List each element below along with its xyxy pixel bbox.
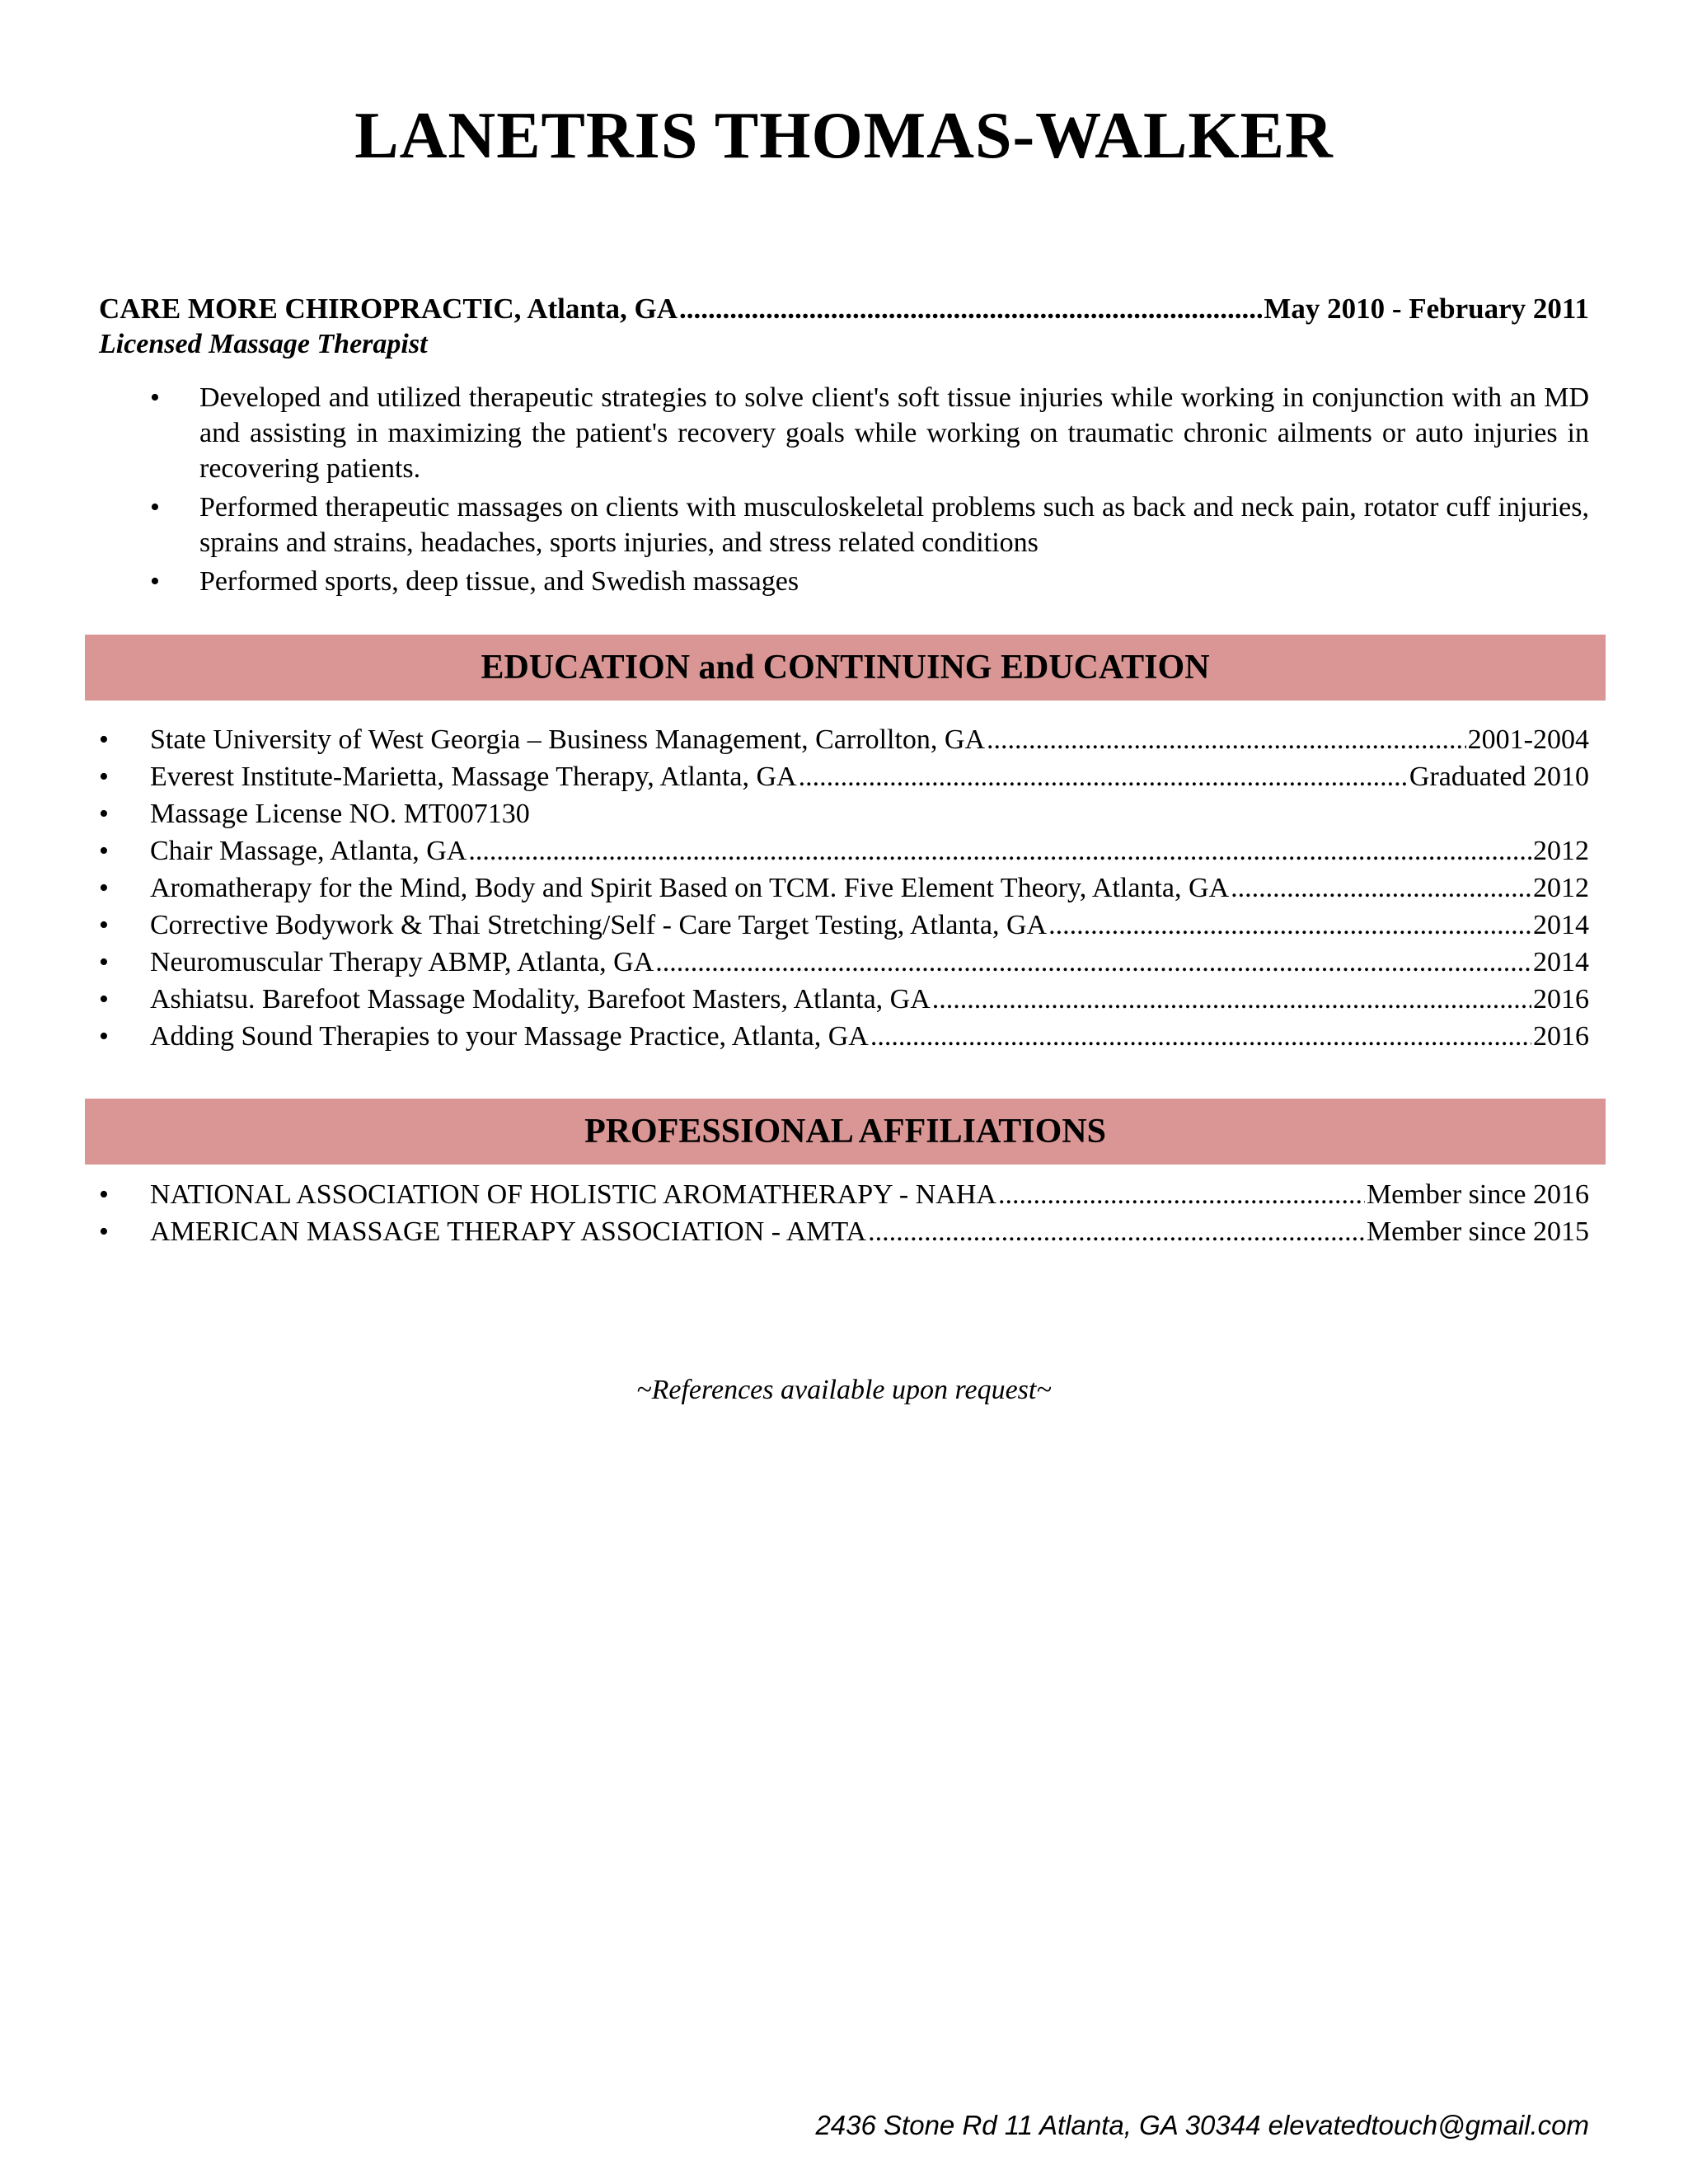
job-title: Licensed Massage Therapist <box>99 329 428 359</box>
affiliations-section-header: PROFESSIONAL AFFILIATIONS <box>85 1099 1606 1165</box>
employment-dates: May 2010 - February 2011 <box>1264 293 1589 325</box>
bullet-icon: • <box>99 1021 109 1052</box>
education-item: • Aromatherapy for the Mind, Body and Spirit Based on TCM. Five Element Theory, Atlanta, GA ..... 2012 <box>99 869 1589 907</box>
candidate-name: LANETRIS THOMAS-WALKER <box>354 100 1334 172</box>
dot-leader <box>932 981 1531 1018</box>
employer: CARE MORE CHIROPRACTIC, Atlanta, GA <box>99 293 678 325</box>
experience-bullet: • Performed sports, deep tissue, and Swedish massages <box>99 564 1589 599</box>
experience-bullet: • Developed and utilized therapeutic strategies to solve client's soft tissue injuries while working in conjunction with an MD and assisting in maximizing the patient's recovery goals while working on traumatic chronic ailments or auto injuries in recovering patients. <box>99 380 1589 486</box>
affiliations-list <box>99 1176 1589 1250</box>
education-item: • Chair Massage, Atlanta, GA ..... 2012 <box>99 832 1589 869</box>
education-item: • Ashiatsu. Barefoot Massage Modality, Barefoot Masters, Atlanta, GA ..... 2016 <box>99 981 1589 1018</box>
experience-bullet: • Performed therapeutic massages on clients with musculoskeletal problems such as back and neck pain, rotator cuff injuries, sprains and strains, headaches, sports injuries, and stress related conditions <box>99 490 1589 560</box>
education-item: • Corrective Bodywork & Thai Stretching/Self - Care Target Testing, Atlanta, GA ..... 2014 <box>99 907 1589 944</box>
education-item: • Everest Institute-Marietta, Massage Therapy, Atlanta, GA ..... Graduated 2010 <box>99 758 1589 795</box>
dot-leader <box>655 944 1531 981</box>
dot-leader <box>679 293 1262 326</box>
bullet-icon: • <box>150 382 160 413</box>
dot-leader <box>868 1213 1365 1250</box>
dot-leader <box>468 832 1531 869</box>
bullet-icon: • <box>99 910 109 940</box>
education-item: • Neuromuscular Therapy ABMP, Atlanta, GA ..... 2014 <box>99 944 1589 981</box>
dot-leader <box>1231 869 1531 907</box>
bullet-icon: • <box>99 1216 109 1247</box>
education-item: • State University of West Georgia – Business Management, Carrollton, GA ..... 2001-2004 <box>99 721 1589 758</box>
affiliation-item: • AMERICAN MASSAGE THERAPY ASSOCIATION - AMTA ..... Member since 2015 <box>99 1213 1589 1250</box>
education-list <box>99 721 1589 1055</box>
dot-leader <box>998 1176 1365 1213</box>
contact-footer: 2436 Stone Rd 11 Atlanta, GA 30344 elevatedtouch@gmail.com <box>815 2110 1589 2140</box>
dot-leader <box>987 721 1466 758</box>
bullet-icon: • <box>99 947 109 977</box>
dot-leader <box>870 1018 1531 1055</box>
experience-header <box>99 293 1589 329</box>
experience-bullets <box>99 380 1589 599</box>
affiliation-item: • NATIONAL ASSOCIATION OF HOLISTIC AROMATHERAPY - NAHA ..... Member since 2016 <box>99 1176 1589 1213</box>
references-note: ~References available upon request~ <box>636 1375 1052 1405</box>
education-item: • Massage License NO. MT007130 <box>99 795 1589 832</box>
bullet-icon: • <box>150 492 160 523</box>
experience-entry <box>99 293 1589 602</box>
bullet-icon: • <box>99 984 109 1015</box>
bullet-icon: • <box>150 566 160 597</box>
bullet-icon: • <box>99 1179 109 1210</box>
dot-leader <box>799 758 1408 795</box>
bullet-icon: • <box>99 724 109 755</box>
bullet-icon: • <box>99 799 109 829</box>
bullet-icon: • <box>99 836 109 866</box>
education-item: • Adding Sound Therapies to your Massage Practice, Atlanta, GA ..... 2016 <box>99 1018 1589 1055</box>
education-section-header: EDUCATION and CONTINUING EDUCATION <box>85 635 1606 701</box>
dot-leader <box>1048 907 1531 944</box>
bullet-icon: • <box>99 873 109 903</box>
bullet-icon: • <box>99 762 109 792</box>
